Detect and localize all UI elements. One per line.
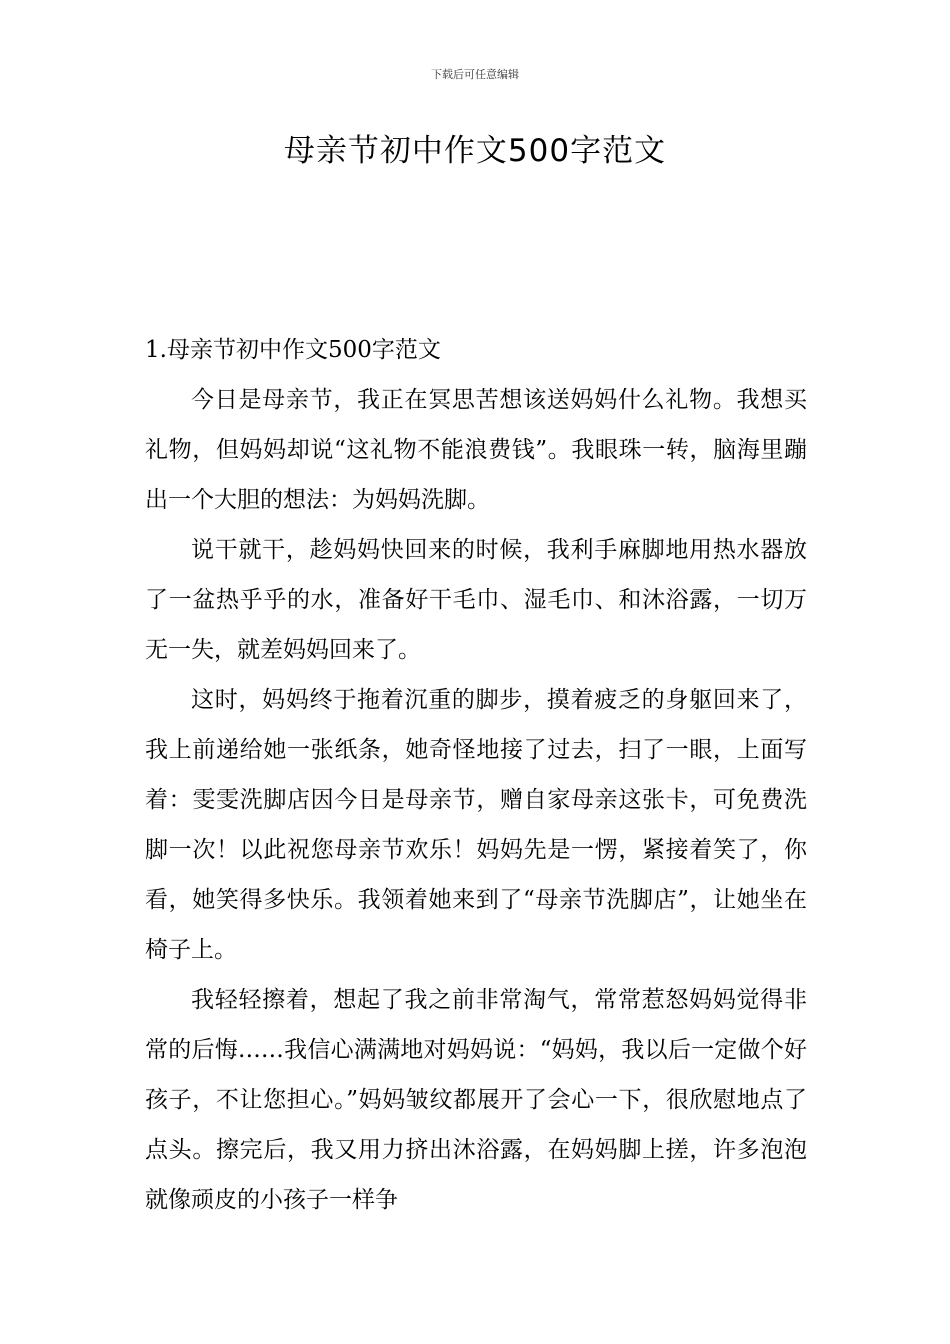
paragraph-2: 说干就干，趁妈妈快回来的时候，我利手麻脚地用热水器放了一盆热乎乎的水，准备好干毛巾、湿毛巾、和沐浴露，一切万无一失，就差妈妈回来了。 bbox=[145, 537, 807, 663]
section-heading: 1.母亲节初中作文500字范文 bbox=[145, 337, 441, 363]
paragraph-3: 这时，妈妈终于拖着沉重的脚步，摸着疲乏的身躯回来了，我上前递给她一张纸条，她奇怪地接了过去，扫了一眼，上面写着：雯雯洗脚店因今日是母亲节，赠自家母亲这张卡，可免费洗脚一次！以此祝您母亲节欢乐！妈妈先是一愣，紧接着笑了，你看，她笑得多快乐。我领着她来到了“母亲节洗脚店”，让她坐在椅子上。 bbox=[145, 687, 807, 963]
document-body bbox=[145, 325, 807, 1225]
paragraph-1: 今日是母亲节，我正在冥思苦想该送妈妈什么礼物。我想买礼物，但妈妈却说“这礼物不能浪费钱”。我眼珠一转，脑海里蹦出一个大胆的想法：为妈妈洗脚。 bbox=[145, 387, 807, 513]
paragraph-4: 我轻轻擦着，想起了我之前非常淘气，常常惹怒妈妈觉得非常的后悔……我信心满满地对妈妈说：“妈妈，我以后一定做个好孩子，不让您担心。”妈妈皱纹都展开了会心一下，很欣慰地点了点头。擦完后，我又用力挤出沐浴露，在妈妈脚上搓，许多泡泡就像顽皮的小孩子一样争 bbox=[145, 987, 807, 1213]
document-title: 母亲节初中作文500字范文 bbox=[283, 133, 667, 169]
header-note: 下载后可任意编辑 bbox=[431, 68, 519, 81]
